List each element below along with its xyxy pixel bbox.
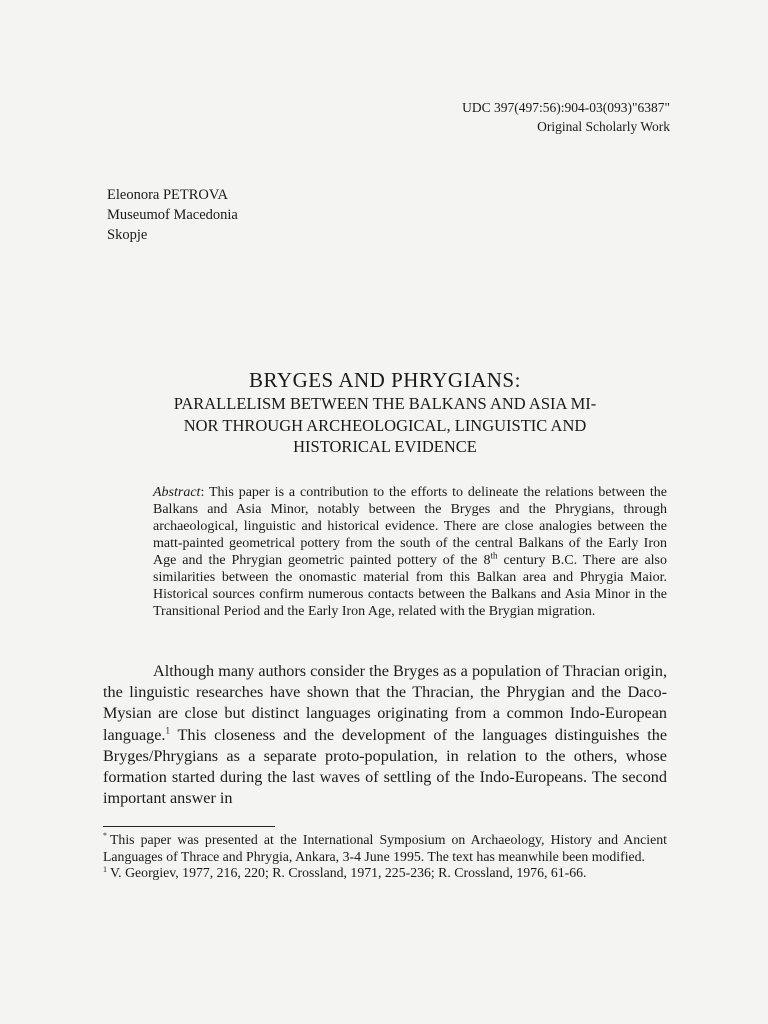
author-institution: Museumof Macedonia xyxy=(107,207,238,223)
footnote-reference: 1 xyxy=(165,725,170,736)
abstract-label: Abstract xyxy=(153,485,201,500)
footnotes xyxy=(103,832,667,882)
author-block xyxy=(107,185,238,245)
footnote-text: V. Georgiev, 1977, 216, 220; R. Crossland, 1971, 225-236; R. Crossland, 1976, 61-66. xyxy=(110,865,587,881)
title-subtitle-line3: HISTORICAL EVIDENCE xyxy=(293,437,477,456)
footnote-text: This paper was presented at the International Symposium on Archaeology, History and Ancient Languages of Thrace and Phrygia, Ankara, 3-4 June 1995. The text has meanwhile been modified. xyxy=(103,832,667,864)
footnote-item xyxy=(103,832,667,865)
footnote-divider xyxy=(103,826,275,827)
title-subtitle-line1: PARALLELISM BETWEEN THE BALKANS AND ASIA MI- xyxy=(173,394,597,413)
footnote-mark: * xyxy=(103,831,107,841)
body-text-part1: Although many authors consider the Bryges as a population of Thracian origin, the linguistic researches have shown that the Thracian, the Phrygian and the Daco-Mysian are close but distinct languages originating from a common Indo-European language. xyxy=(103,662,667,744)
body-paragraph xyxy=(103,661,667,809)
udc-code: UDC 397(497:56):904-03(093)"6387" xyxy=(462,100,670,115)
work-type: Original Scholarly Work xyxy=(537,119,670,134)
body-text-part2: This closeness and the development of the languages distinguishes the Bryges/Phrygians as a separate proto-population, in relation to the others, whose formation started during the last waves of settling of the Indo-Europeans. The second important answer in xyxy=(103,725,667,808)
abstract xyxy=(153,484,667,620)
classification-header xyxy=(462,98,670,136)
title-main: BRYGES AND PHRYGIANS: xyxy=(249,368,521,392)
abstract-superscript: th xyxy=(490,550,498,561)
abstract-text-part2: century B.C. There are also similarities between the onomastic material from this Balkan area and Phrygia Maior. Historical sources confirm numerous contacts between the Balkans and Asia Minor in the Transitional Period and the Early Iron Age, related with the Brygian migration. xyxy=(153,553,668,619)
abstract-text-part1: : This paper is a contribution to the efforts to delineate the relations between the Balkans and Asia Minor, notably between the Bryges and the Phrygians, through archaeological, linguistic and historical evidence. There are close analogies between the matt-painted geometrical pottery from the south of the central Balkans of the Early Iron Age and the Phrygian geometric painted pottery of the 8 xyxy=(153,485,667,568)
author-city: Skopje xyxy=(107,227,148,243)
footnote-mark: 1 xyxy=(103,864,107,874)
author-name: Eleonora PETROVA xyxy=(107,187,228,203)
title-subtitle-line2: NOR THROUGH ARCHEOLOGICAL, LINGUISTIC AND xyxy=(183,415,587,435)
paper-title xyxy=(100,368,670,457)
footnote-item xyxy=(103,865,667,882)
